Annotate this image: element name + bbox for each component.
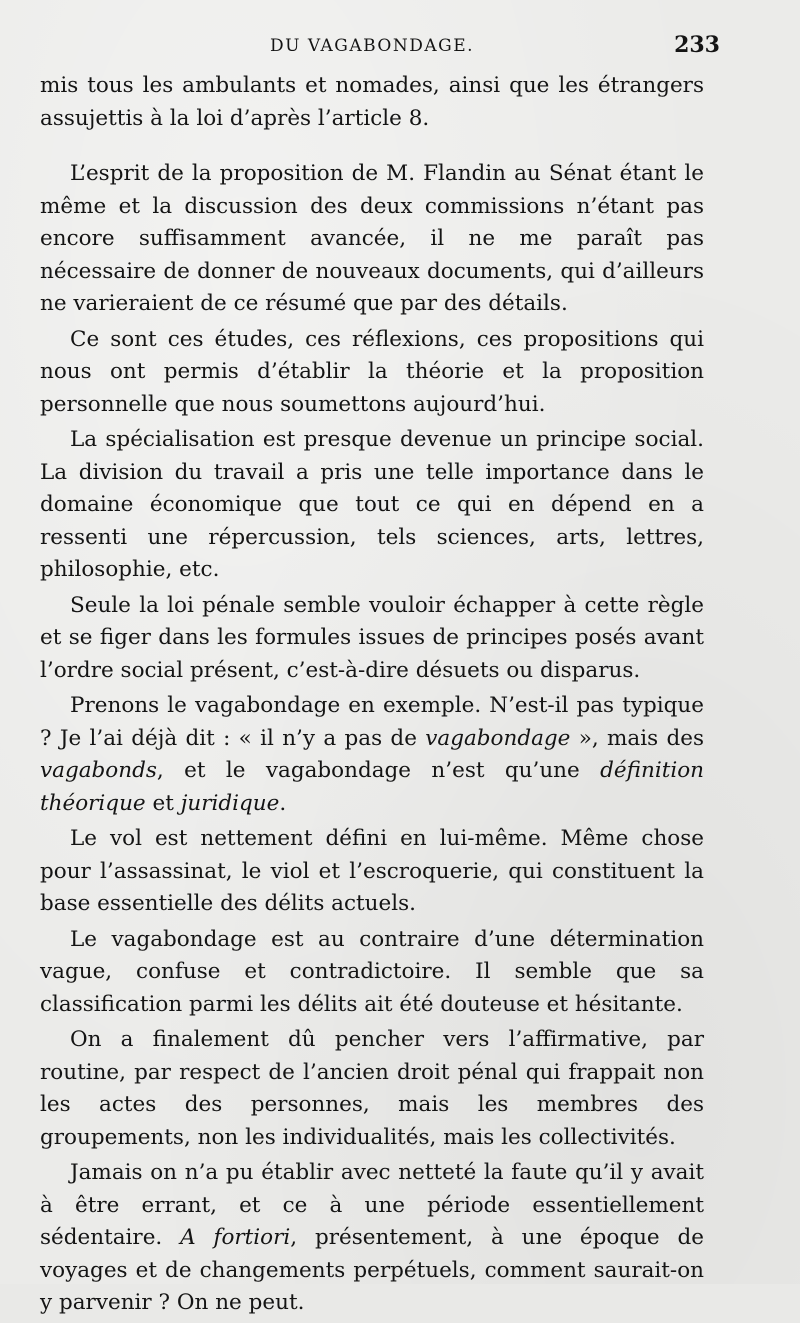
paragraph [40, 70, 704, 135]
italic-segment: vagabonds [40, 758, 157, 783]
text-segment: . [279, 790, 287, 816]
text-segment: La spécialisation est presque devenue un principe social. La division du travail a pris une telle importance dans le domaine économique que tout ce qui en dépend en a ressenti une répercussion, tels sciences, arts, lettres, philosophie, etc. [40, 427, 704, 582]
italic-segment: juridique [180, 790, 280, 816]
paragraph [40, 823, 704, 921]
text-segment: L’esprit de la proposition de M. Flandin au Sénat étant le même et la discussion des deux commissions n’étant pas encore suffisamment avancée, il ne me paraît pas nécessaire de donner de nouveaux documents, qui d’ailleurs ne varieraient de ce résumé que par des détails. [40, 161, 704, 316]
paragraph [40, 590, 704, 688]
text-segment: et [145, 790, 181, 816]
text-segment: , et le vagabondage n’est qu’une [156, 758, 601, 783]
text-segment: mis tous les ambulants et nomades, ainsi que les étrangers assujettis à la loi d’après l’article 8. [40, 73, 704, 131]
paragraph [40, 1024, 704, 1154]
paragraph [40, 324, 704, 422]
text-segment: Seule la loi pénale semble vouloir échapper à cette règle et se figer dans les formules issues de principes posés avant l’ordre social présent, c’est-à-dire désuets ou disparus. [40, 592, 704, 683]
paragraph [40, 424, 704, 587]
paragraph [40, 1157, 704, 1320]
text-segment: Le vol est nettement défini en lui-même. Même chose pour l’assassinat, le viol et l’escroquerie, qui constituent la base essentielle des délits actuels. [40, 826, 704, 916]
body-text [40, 70, 704, 1323]
text-segment: Le vagabondage est au contraire d’une détermination vague, confuse et contradictoire. Il semble que sa classification parmi les délits ait été douteuse et hésitante. [40, 926, 704, 1017]
text-segment: Jamais on n’a pu établir avec netteté la faute qu’il y avait à être errant, et ce à une période essentiellement sédentaire. [40, 1160, 704, 1250]
text-segment: », mais des [570, 725, 704, 751]
paragraph [40, 924, 704, 1022]
running-title: DU VAGABONDAGE. [270, 36, 475, 56]
italic-segment: vagabondage [425, 725, 571, 751]
page-header [40, 30, 720, 60]
page-number: 233 [674, 32, 720, 58]
paragraph [40, 690, 704, 820]
italic-segment: définition théorique [40, 758, 704, 816]
text-segment: , présentement, à une époque de voyages et de changements perpétuels, comment saurait-on y parvenir ? On ne peut. [40, 1225, 704, 1315]
italic-segment: A fortiori [180, 1225, 291, 1250]
paragraph [40, 158, 704, 321]
text-segment: Ce sont ces études, ces réflexions, ces propositions qui nous ont permis d’établir la théorie et la proposition personnelle que nous soumettons aujourd’hui. [40, 326, 704, 417]
text-segment: Prenons le vagabondage en exemple. N’est-il pas typique ? Je l’ai déjà dit : « il n’y a pas de [40, 693, 704, 751]
text-segment: On a finalement dû pencher vers l’affirmative, par routine, par respect de l’ancien droit pénal qui frappait non les actes des personnes, mais les membres des groupements, non les individualités, mais les collectivités. [40, 1027, 704, 1150]
